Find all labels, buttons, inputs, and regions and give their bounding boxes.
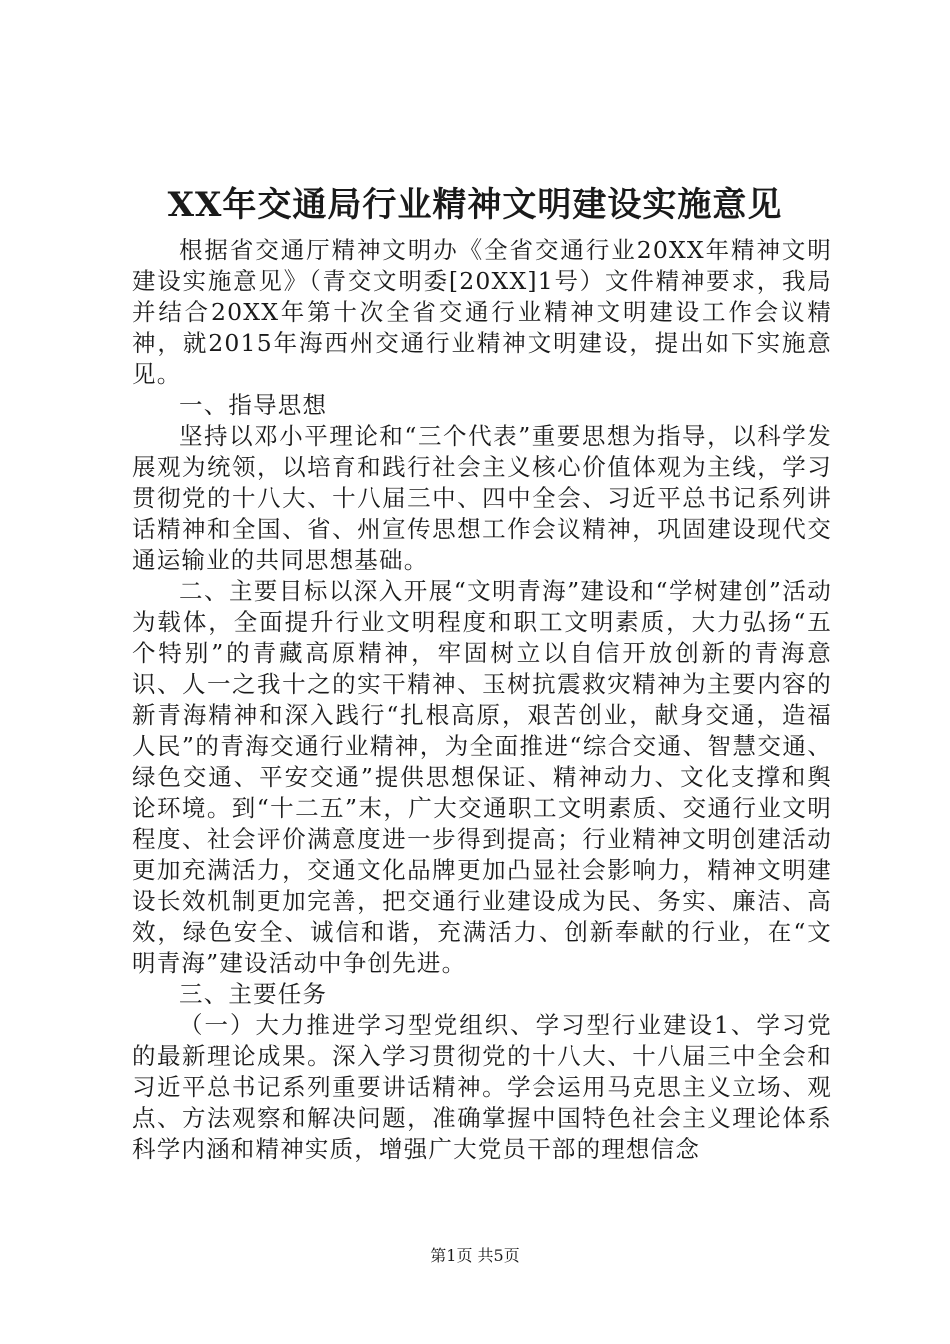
- main-tasks-paragraph: （一）大力推进学习型党组织、学习型行业建设1、学习党的最新理论成果。深入学习贯彻党的十八大、十八届三中全会和习近平总书记系列重要讲话精神。学会运用马克思主义立场、观点、方法观察和解决问题，准确掌握中国特色社会主义理论体系科学内涵和精神实质，增强广大党员干部的理想信念: [132, 1011, 832, 1163]
- intro-paragraph: 根据省交通厅精神文明办《全省交通行业20XX年精神文明建设实施意见》（青交文明委[20XX]1号）文件精神要求，我局并结合20XX年第十次全省交通行业精神文明建设工作会议精神，就2015年海西州交通行业精神文明建设，提出如下实施意见。: [132, 236, 832, 388]
- document-body: [132, 235, 832, 1165]
- main-goals-paragraph: 二、主要目标以深入开展“文明青海”建设和“学树建创”活动为载体，全面提升行业文明程度和职工文明素质，大力弘扬“五个特别”的青藏高原精神，牢固树立以自信开放创新的青海意识、人一之我十之的实干精神、玉树抗震救灾精神为主要内容的新青海精神和深入践行“扎根高原，艰苦创业，献身交通，造福人民”的青海交通行业精神，为全面推进“综合交通、智慧交通、绿色交通、平安交通”提供思想保证、精神动力、文化支撑和舆论环境。到“十二五”末，广大交通职工文明素质、交通行业文明程度、社会评价满意度进一步得到提高；行业精神文明创建活动更加充满活力，交通文化品牌更加凸显社会影响力，精神文明建设长效机制更加完善，把交通行业建设成为民、务实、廉洁、高效，绿色安全、诚信和谐，充满活力、创新奉献的行业，在“文明青海”建设活动中争创先进。: [132, 577, 832, 977]
- guiding-ideology-paragraph: 坚持以邓小平理论和“三个代表”重要思想为指导，以科学发展观为统领，以培育和践行社会主义核心价值体观为主线，学习贯彻党的十八大、十八届三中、四中全会、习近平总书记系列讲话精神和全国、省、州宣传思想工作会议精神，巩固建设现代交通运输业的共同思想基础。: [132, 422, 832, 574]
- page-footer: 第1页 共5页: [430, 1246, 520, 1265]
- section-heading-guiding-ideology: 一、指导思想: [179, 391, 328, 419]
- document-title: XX年交通局行业精神文明建设实施意见: [167, 185, 783, 225]
- section-heading-main-tasks: 三、主要任务: [179, 980, 328, 1008]
